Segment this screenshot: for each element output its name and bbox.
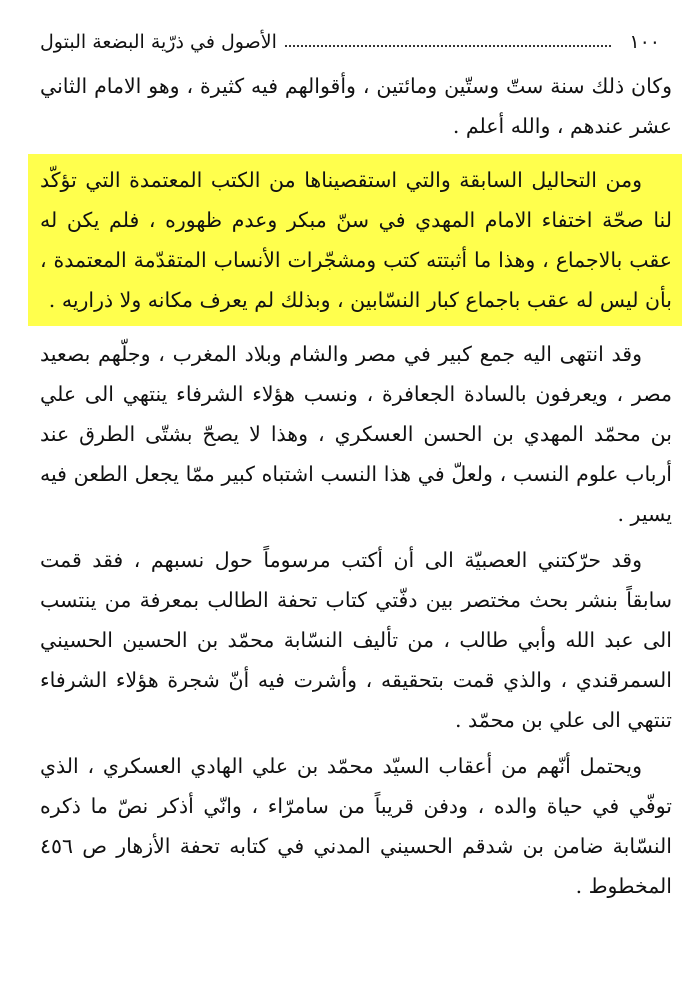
running-header [40,24,660,60]
dotted-leader [285,45,612,47]
page-body [40,66,672,906]
highlighted-passage [28,154,682,326]
paragraph-4: وقد حرّكتني العصبيّة الى أن أكتب مرسوماً حول نسبهم ، فقد قمت سابقاً بنشر بحث مختصر بين دفّتي كتاب تحفة الطالب بمعرفة من ينتسب الى عبد الله وأبي طالب ، من تأليف النسّابة محمّد بن الحسين الحسيني السمرقندي ، والذي قمت بتحقيقه ، وأشرت فيه أنّ شجرة هؤلاء الشرفاء تنتهي الى علي بن محمّد . [40,548,672,732]
paragraph-3: وقد انتهى اليه جمع كبير في مصر والشام وبلاد المغرب ، وجلّهم بصعيد مصر ، ويعرفون بالسادة الجعافرة ، ونسب هؤلاء الشرفاء ينتهي الى علي بن محمّد المهدي بن الحسن العسكري ، وهذا لا يصحّ بشتّى الطرق عند أرباب علوم النسب ، ولعلّ في هذا النسب اشتباه كبير ممّا يجعل الطعن فيه يسير . [40,342,672,526]
page-number: ١٠٠ [629,31,660,53]
paragraph-1: وكان ذلك سنة ستّ وستّين ومائتين ، وأقوالهم فيه كثيرة ، وهو الامام الثاني عشر عندهم ، والله أعلم . [40,74,672,138]
paragraph-5: ويحتمل أنّهم من أعقاب السيّد محمّد بن علي الهادي العسكري ، الذي توفّي في حياة والده ، ودفن قريباً من سامرّاء ، وانّي أذكر نصّ ما ذكره النسّابة ضامن بن شدقم الحسيني المدني في كتابه تحفة الأزهار ص ٤٥٦ المخطوط . [40,754,672,898]
paragraph-2: ومن التحاليل السابقة والتي استقصيناها من الكتب المعتمدة التي تؤكّد لنا صحّة اختفاء الامام المهدي في سنّ مبكر وعدم ظهوره ، فلم يكن له عقب بالاجماع ، وهذا ما أثبتته كتب ومشجّرات الأنساب المتقدّمة المعتمدة ، بأن ليس له عقب باجماع كبار النسّابين ، وبذلك لم يعرف مكانه ولا ذراريه . [40,168,672,312]
running-title: الأصول في ذرّية البضعة البتول [40,31,277,53]
